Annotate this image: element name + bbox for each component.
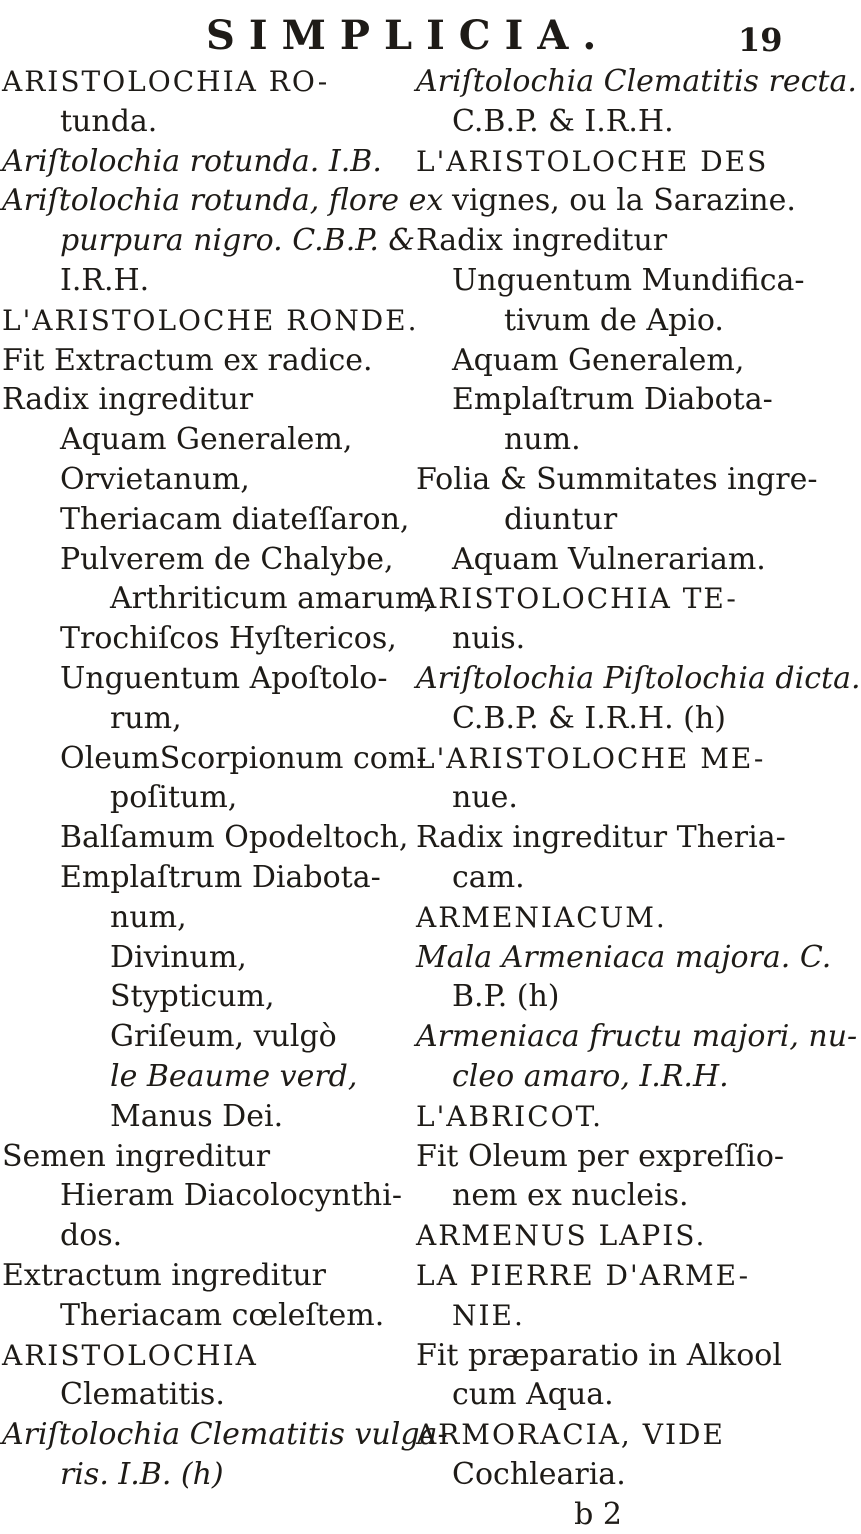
entry-heading: L'ARISTOLOCHE RONDE. (2, 303, 419, 337)
text-line: Theriacam cœleſtem. (60, 1297, 385, 1333)
text-line: Arthriticum amarum, (110, 581, 433, 617)
text-line: Ariſtolochia rotunda, flore ex (2, 183, 444, 219)
entry-heading: ARMENIACUM. (416, 900, 667, 934)
text-line: vignes, ou la Sarazine. (452, 183, 796, 219)
text-line: poſitum, (110, 780, 238, 816)
page-number: 19 (738, 21, 783, 59)
entry-heading: ARISTOLOCHIA (2, 1338, 258, 1372)
text-line: Pulverem de Chalybe, (60, 541, 394, 577)
text-line: cum Aqua. (452, 1377, 614, 1413)
text-line: num, (110, 899, 187, 935)
text-line: tivum de Apio. (504, 302, 724, 338)
text-line: Extractum ingreditur (2, 1257, 326, 1293)
entry-heading: LA PIERRE D'ARME- (416, 1258, 751, 1292)
text-line: Theriacam diateſſaron, (60, 501, 410, 537)
text-line: Semen ingreditur (2, 1138, 271, 1174)
entry-heading: L'ABRICOT. (416, 1099, 604, 1133)
text-line: nuis. (452, 621, 526, 657)
text-line: Orvietanum, (60, 461, 250, 497)
entry-heading: ARMENUS LAPIS. (416, 1219, 707, 1253)
text-line: Ariſtolochia Clematitis vulga- (2, 1417, 448, 1453)
text-line: Mala Armeniaca majora. C. (416, 939, 832, 975)
text-line: C.B.P. & I.R.H. (h) (452, 700, 726, 736)
text-line: Manus Dei. (110, 1098, 284, 1134)
text-line: Balſamum Opodeltoch, (60, 820, 409, 856)
text-line: b 2 (574, 1496, 622, 1532)
text-line: Fit præparatio in Alkool (416, 1337, 782, 1373)
entry-heading: ARMORACIA, VIDE (416, 1418, 725, 1452)
entry-heading: L'ARISTOLOCHE ME- (416, 741, 766, 775)
left-column (0, 62, 448, 1495)
page-header (0, 14, 800, 58)
text-line: purpura nigro. C.B.P. & (60, 223, 416, 259)
text-line: diuntur (504, 501, 618, 537)
entry-heading: ARISTOLOCHIA TE- (416, 582, 738, 616)
text-line: Radix ingreditur (2, 382, 254, 418)
entry-heading: NIE. (452, 1298, 525, 1332)
text-line: ris. I.B. (h) (60, 1456, 224, 1492)
text-line: num. (504, 422, 581, 458)
text-line: Armeniaca fructu majori, nu- (416, 1019, 858, 1055)
text-line: nem ex nucleis. (452, 1178, 689, 1214)
right-column (400, 62, 861, 1534)
text-line: OleumScorpionum com- (60, 740, 427, 776)
text-line: C.B.P. & I.R.H. (452, 103, 674, 139)
running-title: SIMPLICIA. (206, 12, 611, 59)
text-line: Griſeum, vulgò (110, 1019, 337, 1055)
text-line: Unguentum Mundifica- (452, 262, 805, 298)
text-line: cleo amaro, I.R.H. (452, 1058, 729, 1094)
text-line: Trochiſcos Hyſtericos, (60, 621, 397, 657)
text-line: nue. (452, 780, 518, 816)
text-line: Folia & Summitates ingre- (416, 461, 818, 497)
text-line: Ariſtolochia rotunda. I.B. (2, 143, 382, 179)
text-line: Aquam Vulnerariam. (452, 541, 766, 577)
text-line: Ariſtolochia Piſtolochia dicta. (416, 660, 861, 696)
text-line: Fit Extractum ex radice. (2, 342, 373, 378)
text-line: Aquam Generalem, (452, 342, 745, 378)
text-line: Clematitis. (60, 1377, 225, 1413)
text-line: Radix ingreditur (416, 223, 668, 259)
entry-heading: ARISTOLOCHIA RO- (2, 65, 330, 98)
text-line: cam. (452, 859, 525, 895)
text-line: tunda. (60, 103, 158, 139)
text-line: Unguentum Apoſtolo- (60, 660, 388, 696)
text-line: dos. (60, 1218, 123, 1254)
text-line: Stypticum, (110, 979, 275, 1015)
text-line: le Beaume verd, (110, 1058, 358, 1094)
text-line: Emplaſtrum Diabota- (452, 382, 773, 418)
text-line: Aquam Generalem, (60, 422, 353, 458)
text-line: Fit Oleum per expreſſio- (416, 1138, 785, 1174)
text-line: Ariſtolochia Clematitis recta. (416, 64, 857, 99)
text-line: Divinum, (110, 939, 247, 975)
text-line: I.R.H. (60, 262, 150, 298)
text-line: Cochlearia. (452, 1456, 626, 1492)
entry-heading: L'ARISTOLOCHE DES (416, 144, 769, 178)
text-line: rum, (110, 700, 182, 736)
text-line: B.P. (h) (452, 979, 560, 1015)
text-line: Hieram Diacolocynthi- (60, 1178, 402, 1214)
text-line: Emplaſtrum Diabota- (60, 859, 381, 895)
text-line: Radix ingreditur Theria- (416, 820, 786, 856)
